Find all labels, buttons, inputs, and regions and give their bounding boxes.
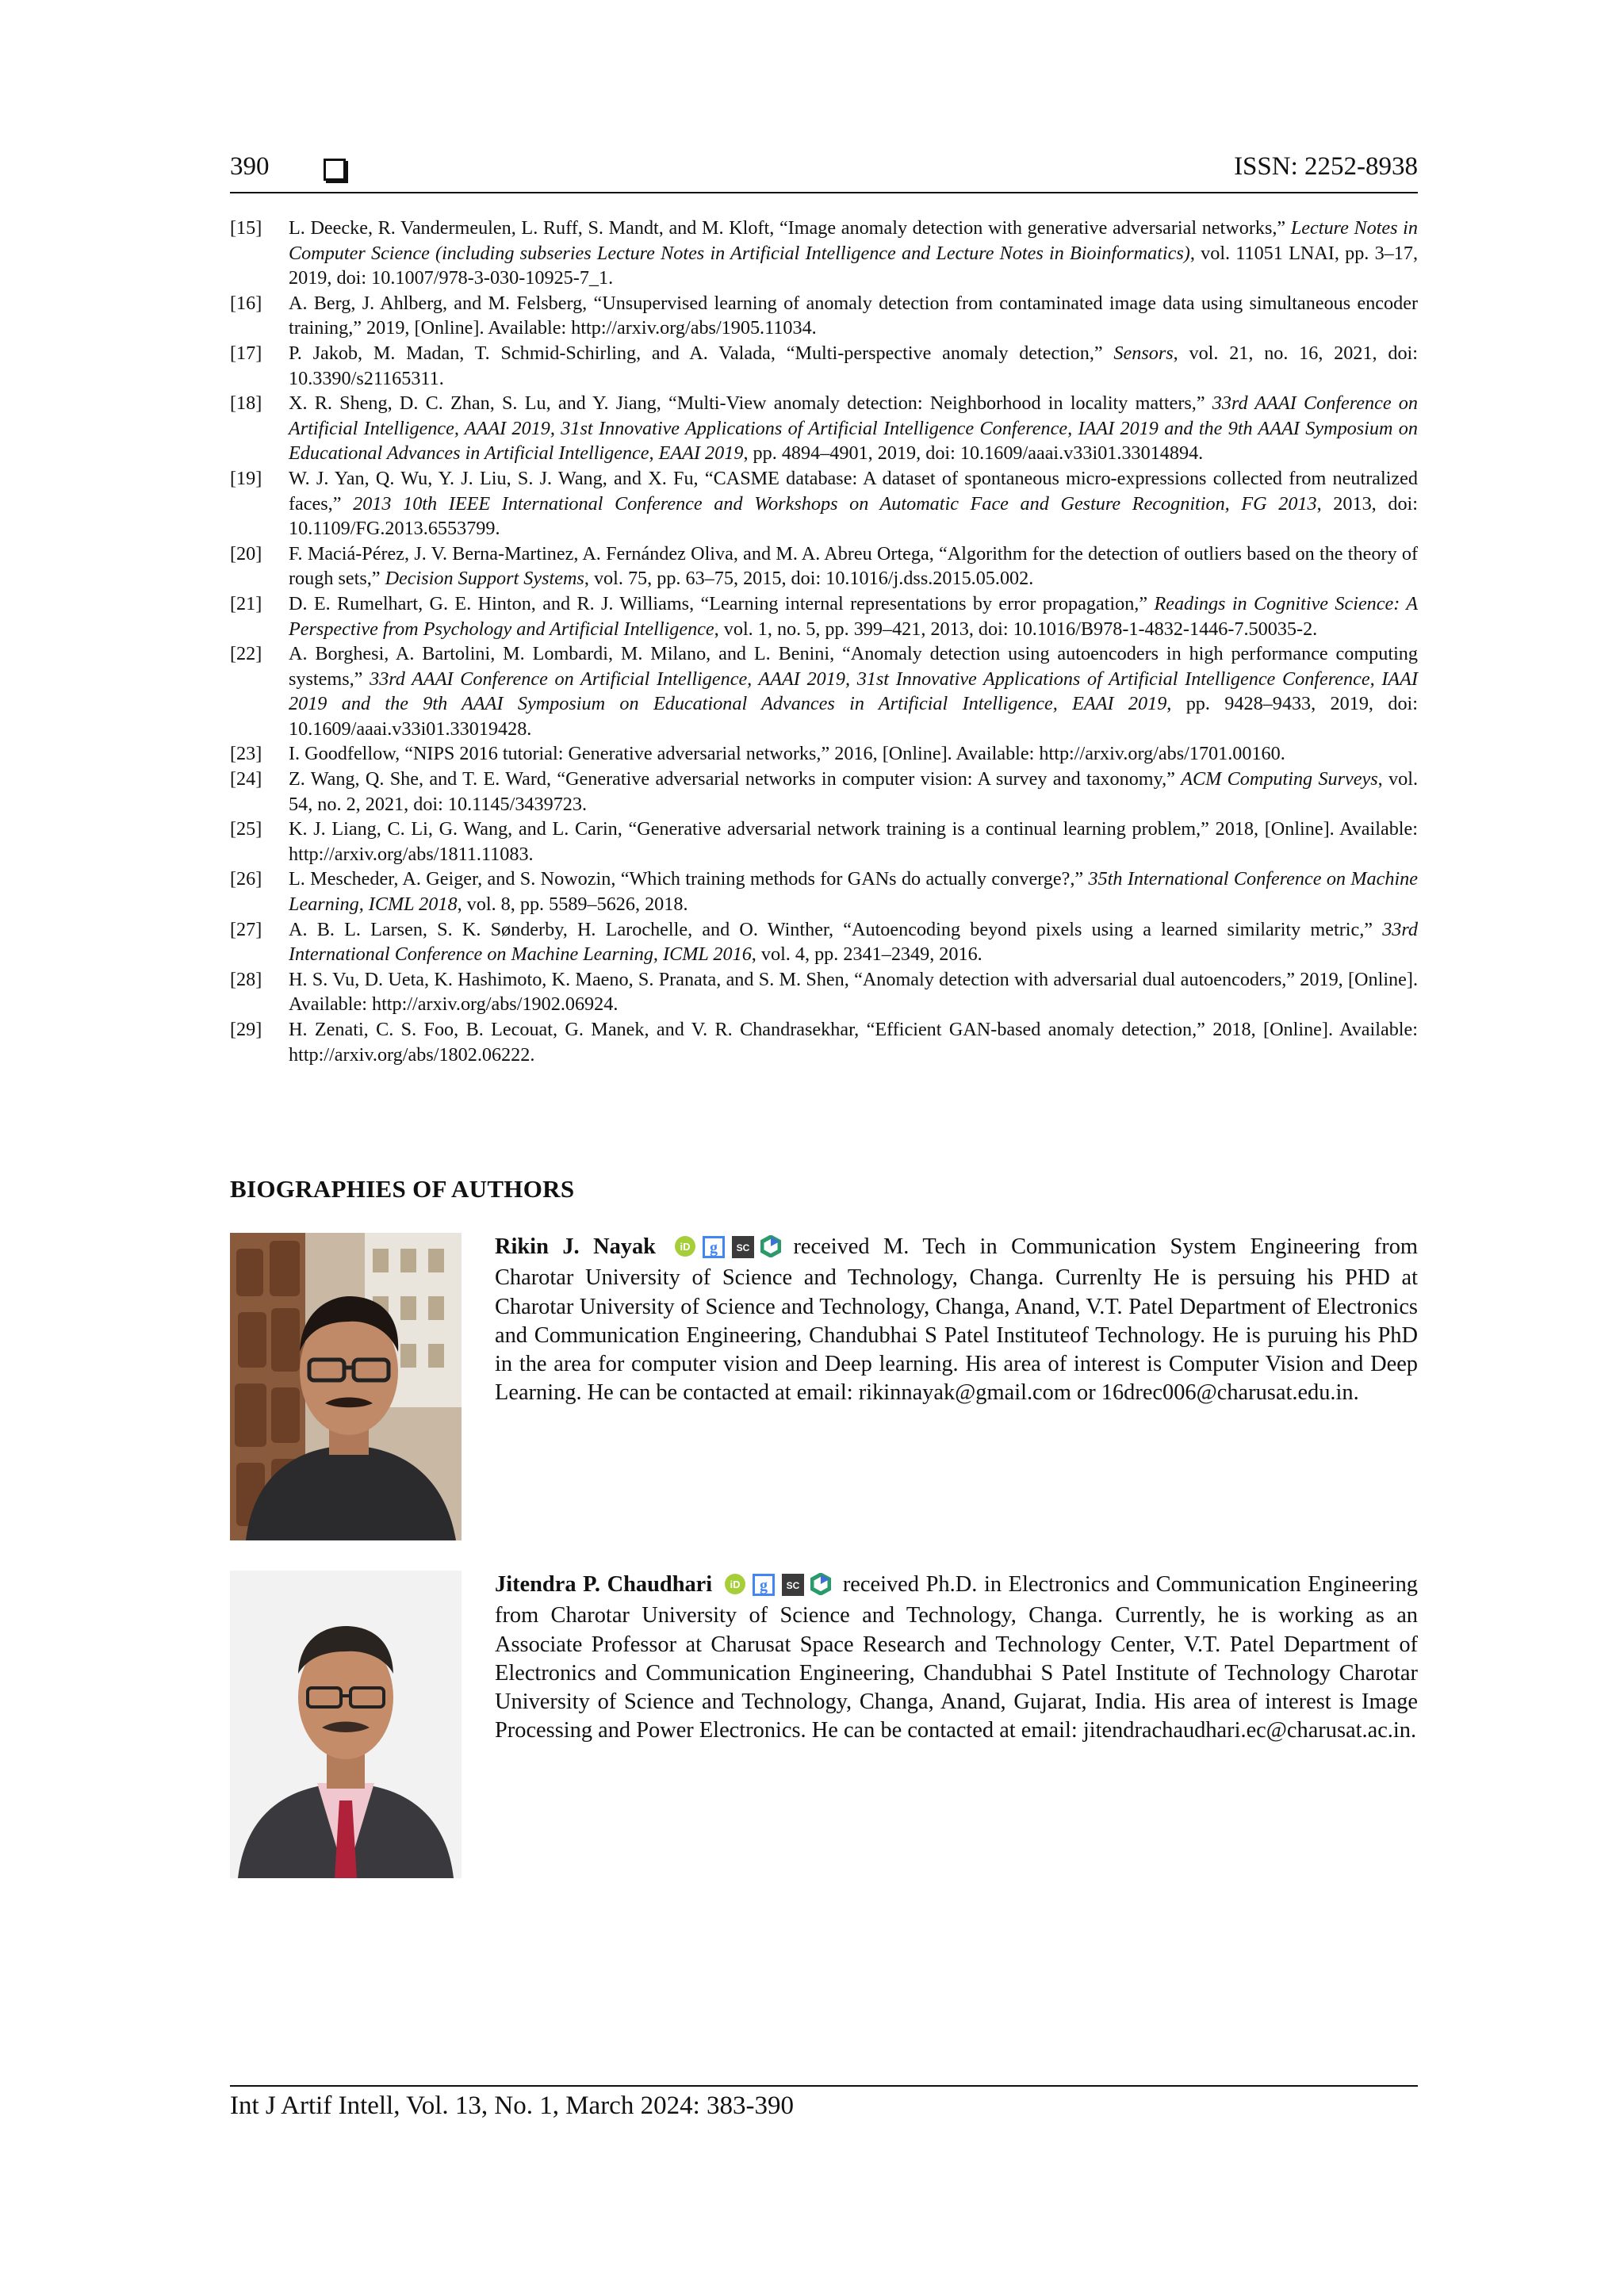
reference-text: L. Deecke, R. Vandermeulen, L. Ruff, S. Mandt, and M. Kloft, “Image anomaly detection with generative adversarial networks,”	[289, 217, 1291, 239]
footer-rule	[230, 2085, 1418, 2087]
scopus-icon[interactable]	[731, 1235, 755, 1259]
page-header	[230, 152, 1418, 190]
author-bio-text	[495, 1571, 1418, 1746]
reference-item	[230, 1017, 1418, 1067]
svg-text:g: g	[710, 1239, 718, 1257]
reference-text: , vol. 1, no. 5, pp. 399–421, 2013, doi: 10.1016/B978-1-4832-1446-7.50035-2.	[714, 618, 1318, 640]
google-scholar-icon[interactable]	[752, 1573, 776, 1597]
reference-text: D. E. Rumelhart, G. E. Hinton, and R. J. Williams, “Learning internal representations by error propagation,”	[289, 592, 1155, 614]
orcid-icon[interactable]	[674, 1235, 696, 1257]
reference-text: F. Maciá-Pérez, J. V. Berna-Martinez, A. Fernández Oliva, and M. A. Abreu Ortega, “Algorithm for the detection of outliers based on the theory of rough sets,”	[289, 542, 1418, 590]
journal-footer: Int J Artif Intell, Vol. 13, No. 1, March 2024: 383-390	[230, 2091, 794, 2120]
reference-item	[230, 817, 1418, 867]
reference-venue: 33rd International Conference on Machine Learning, ICML 2016	[289, 918, 1418, 966]
reference-item	[230, 641, 1418, 741]
reference-item	[230, 391, 1418, 466]
reference-item	[230, 466, 1418, 541]
author-profile-icons	[724, 1573, 837, 1601]
reference-venue: 35th International Conference on Machine Learning, ICML 2018	[289, 868, 1419, 916]
reference-text: L. Mescheder, A. Geiger, and S. Nowozin, “Which training methods for GANs do actually converge?,”	[289, 868, 1089, 890]
reference-item	[230, 967, 1418, 1017]
reference-venue: Lecture Notes in Computer Science (including subseries Lecture Notes in Artificial Intelligence and Lecture Notes in Bioinformatics)	[289, 217, 1418, 264]
author-description: received M. Tech in Communication System Engineering from Charotar University of Science and Technology, Changa. Currenlty He is persuing his PHD at Charotar University of Science and Technology, Changa, Anand, V.T. Patel Department of Electronics and Communication Engineering, Chandubhai S Patel Instituteof Technology. He is puruing his PhD in the area for computer vision and Deep learning. His area of interest is Computer Vision and Deep Learning. He can be contacted at email: rikinnayak@gmail.com or 16drec006@charusat.edu.in.	[495, 1234, 1418, 1406]
reference-text: Z. Wang, Q. She, and T. E. Ward, “Generative adversarial networks in computer vision: A survey and taxonomy,”	[289, 768, 1182, 790]
reference-number: [16]	[230, 292, 262, 314]
reference-venue: Decision Support Systems	[385, 568, 584, 590]
author-name: Jitendra P. Chaudhari	[495, 1572, 713, 1597]
google-scholar-icon[interactable]	[702, 1235, 726, 1259]
author-bio-text	[495, 1233, 1418, 1408]
reference-item	[230, 541, 1418, 591]
reference-number: [22]	[230, 643, 262, 665]
publons-icon[interactable]	[810, 1573, 831, 1595]
reference-text: P. Jakob, M. Madan, T. Schmid-Schirling, and A. Valada, “Multi-perspective anomaly detection,”	[289, 342, 1114, 364]
scopus-label: SC	[786, 1580, 800, 1591]
reference-item	[230, 867, 1418, 916]
references-list	[230, 216, 1418, 1067]
orcid-label: iD	[680, 1241, 691, 1253]
reference-text: K. J. Liang, C. Li, G. Wang, and L. Carin, “Generative adversarial network training is a continual learning problem,” 2018, [Online]. Available: http://arxiv.org/abs/1811.11083.	[289, 818, 1418, 865]
reference-number: [17]	[230, 342, 262, 364]
reference-text: , vol. 11051 LNAI, pp. 3–17, 2019, doi: 10.1007/978-3-030-10925-7_1.	[289, 242, 1418, 289]
reference-text: , vol. 75, pp. 63–75, 2015, doi: 10.1016/j.dss.2015.05.002.	[584, 568, 1034, 590]
reference-number: [29]	[230, 1019, 262, 1040]
reference-venue: Readings in Cognitive Science: A Perspective from Psychology and Artificial Intelligence	[289, 592, 1418, 640]
reference-text: , vol. 21, no. 16, 2021, doi: 10.3390/s21165311.	[289, 342, 1418, 389]
header-rule	[230, 192, 1418, 193]
author-photo	[230, 1571, 462, 1878]
reference-item	[230, 341, 1418, 391]
reference-venue: 33rd AAAI Conference on Artificial Intelligence, AAAI 2019, 31st Innovative Applications of Artificial Intelligence Conference, IAAI 2019 and the 9th AAAI Symposium on Educational Advances in Artificial Intelligence, EAAI 2019	[289, 668, 1418, 715]
reference-number: [15]	[230, 217, 262, 239]
box-icon	[324, 159, 346, 181]
reference-text: A. Borghesi, A. Bartolini, M. Lombardi, M. Milano, and L. Benini, “Anomaly detection using autoencoders in high performance computing systems,”	[289, 643, 1418, 690]
reference-text: , pp. 9428–9433, 2019, doi: 10.1609/aaai.v33i01.33019428.	[289, 693, 1418, 740]
reference-number: [28]	[230, 968, 262, 990]
reference-item	[230, 291, 1418, 341]
page-number: 390	[230, 152, 270, 181]
reference-item	[230, 216, 1418, 291]
reference-item	[230, 767, 1418, 817]
reference-item	[230, 591, 1418, 641]
author-photo	[230, 1233, 462, 1540]
reference-number: [23]	[230, 743, 262, 765]
reference-text: H. Zenati, C. S. Foo, B. Lecouat, G. Manek, and V. R. Chandrasekhar, “Efficient GAN-based anomaly detection,” 2018, [Online]. Available: http://arxiv.org/abs/1802.06222.	[289, 1019, 1418, 1066]
reference-item	[230, 741, 1418, 767]
author-description: received Ph.D. in Electronics and Communication Engineering from Charotar University of Science and Technology, Changa. Currently, he is working as an Associate Professor at Charusat Space Research and Technology Center, V.T. Patel Department of Electronics and Communication Engineering, Chandubhai S Patel Institute of Technology Charotar University of Science and Technology, Changa, Anand, Gujarat, India. His area of interest is Image Processing and Power Electronics. He can be contacted at email: jitendrachaudhari.ec@charusat.ac.in.	[495, 1572, 1418, 1743]
orcid-label: iD	[730, 1578, 741, 1590]
reference-item	[230, 917, 1418, 967]
reference-number: [19]	[230, 467, 262, 489]
reference-text: A. Berg, J. Ahlberg, and M. Felsberg, “Unsupervised learning of anomaly detection from contaminated image data using simultaneous encoder training,” 2019, [Online]. Available: http://arxiv.org/abs/1905.11034.	[289, 292, 1418, 339]
reference-text: , pp. 4894–4901, 2019, doi: 10.1609/aaai.v33i01.33014894.	[743, 442, 1204, 465]
orcid-icon[interactable]	[724, 1573, 746, 1595]
reference-number: [26]	[230, 868, 262, 890]
reference-number: [27]	[230, 918, 262, 940]
reference-text: , vol. 8, pp. 5589–5626, 2018.	[457, 894, 688, 916]
reference-number: [21]	[230, 592, 262, 614]
author-name: Rikin J. Nayak	[495, 1234, 656, 1259]
reference-venue: 33rd AAAI Conference on Artificial Intelligence, AAAI 2019, 31st Innovative Applications of Artificial Intelligence Conference, IAAI 2019 and the 9th AAAI Symposium on Educational Advances in Artificial Intelligence, EAAI 2019	[289, 392, 1418, 465]
scopus-label: SC	[737, 1242, 750, 1253]
reference-text: , vol. 4, pp. 2341–2349, 2016.	[751, 943, 982, 966]
reference-text: H. S. Vu, D. Ueta, K. Hashimoto, K. Maeno, S. Pranata, and S. M. Shen, “Anomaly detection with adversarial dual autoencoders,” 2019, [Online]. Available: http://arxiv.org/abs/1902.06924.	[289, 968, 1418, 1016]
reference-number: [20]	[230, 542, 262, 564]
reference-venue: Sensors	[1113, 342, 1174, 364]
reference-number: [18]	[230, 392, 262, 415]
reference-number: [24]	[230, 768, 262, 790]
issn: ISSN: 2252-8938	[1234, 152, 1418, 181]
reference-number: [25]	[230, 818, 262, 840]
reference-venue: 2013 10th IEEE International Conference and Workshops on Automatic Face and Gesture Recognition, FG 2013	[353, 492, 1317, 515]
reference-text: , vol. 54, no. 2, 2021, doi: 10.1145/3439723.	[289, 768, 1418, 815]
publons-icon[interactable]	[760, 1235, 781, 1257]
reference-text: A. B. L. Larsen, S. K. Sønderby, H. Larochelle, and O. Winther, “Autoencoding beyond pixels using a learned similarity metric,”	[289, 918, 1383, 940]
svg-text:g: g	[759, 1577, 768, 1594]
reference-text: I. Goodfellow, “NIPS 2016 tutorial: Generative adversarial networks,” 2016, [Online]. Available: http://arxiv.org/abs/1701.00160.	[289, 743, 1285, 765]
biographies-heading: BIOGRAPHIES OF AUTHORS	[230, 1175, 575, 1203]
author-profile-icons	[674, 1235, 787, 1264]
scopus-icon[interactable]	[781, 1573, 805, 1597]
reference-text: X. R. Sheng, D. C. Zhan, S. Lu, and Y. Jiang, “Multi-View anomaly detection: Neighborhood in locality matters,”	[289, 392, 1212, 415]
reference-text: W. J. Yan, Q. Wu, Y. J. Liu, S. J. Wang, and X. Fu, “CASME database: A dataset of spontaneous micro-expressions collected from neutralized faces,”	[289, 467, 1418, 515]
reference-venue: ACM Computing Surveys	[1181, 768, 1378, 790]
reference-text: , 2013, doi: 10.1109/FG.2013.6553799.	[289, 492, 1418, 540]
